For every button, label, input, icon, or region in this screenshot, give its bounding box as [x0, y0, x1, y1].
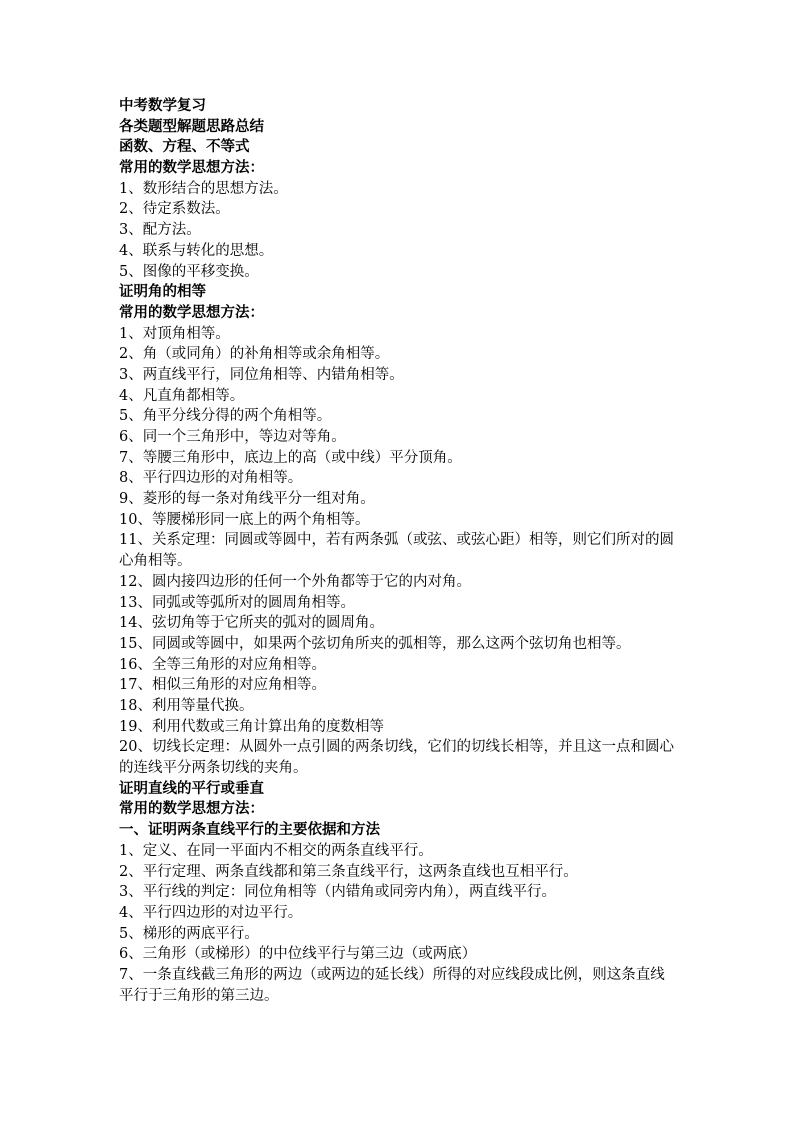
list-item: 18、利用等量代换。	[119, 697, 254, 714]
list-item: 4、联系与转化的思想。	[119, 242, 274, 259]
list-item: 2、平行定理、两条直线都和第三条直线平行，这两条直线也互相平行。	[119, 863, 578, 880]
list-item: 1、定义、在同一平面内不相交的两条直线平行。	[119, 842, 433, 859]
document-body	[119, 96, 679, 1006]
list-item: 2、待定系数法。	[119, 201, 230, 218]
list-item: 5、图像的平移变换。	[119, 263, 259, 280]
list-item: 14、弦切角等于它所夹的弧对的圆周角。	[119, 615, 384, 632]
list-item: 20、切线长定理：从圆外一点引圆的两条切线，它们的切线长相等，并且这一点和圆心的连线平分两条切线的夹角。	[119, 739, 674, 777]
list-item: 3、平行线的判定：同位角相等（内错角或同旁内角），两直线平行。	[119, 884, 556, 901]
list-item: 3、两直线平行，同位角相等、内错角相等。	[119, 366, 404, 383]
list-item: 15、同圆或等圆中，如果两个弦切角所夹的弧相等，那么这两个弦切角也相等。	[119, 635, 631, 652]
section-heading: 常用的数学思想方法：	[119, 800, 264, 818]
section-heading: 常用的数学思想方法：	[119, 303, 264, 321]
list-item: 8、平行四边形的对角相等。	[119, 470, 303, 487]
section-heading: 证明直线的平行或垂直	[119, 779, 264, 797]
section-heading: 证明角的相等	[119, 283, 206, 301]
section-heading: 中考数学复习	[119, 97, 206, 114]
list-item: 5、梯形的两底平行。	[119, 925, 259, 942]
list-item: 7、等腰三角形中，底边上的高（或中线）平分顶角。	[119, 449, 462, 466]
list-item: 6、三角形（或梯形）的中位线平行与第三边（或两底）	[119, 946, 477, 963]
section-heading: 常用的数学思想方法：	[119, 159, 264, 177]
list-item: 4、凡直角都相等。	[119, 387, 245, 404]
list-item: 16、全等三角形的对应角相等。	[119, 656, 326, 673]
section-heading: 一、证明两条直线平行的主要依据和方法	[119, 821, 380, 839]
section-heading: 函数、方程、不等式	[119, 138, 250, 156]
list-item: 5、角平分线分得的两个角相等。	[119, 408, 332, 425]
list-item: 17、相似三角形的对应角相等。	[119, 677, 326, 694]
section-heading: 各类题型解题思路总结	[119, 117, 264, 135]
list-item: 1、对顶角相等。	[119, 325, 230, 342]
list-item: 13、同弧或等弧所对的圆周角相等。	[119, 594, 355, 611]
list-item: 12、圆内接四边形的任何一个外角都等于它的内对角。	[119, 573, 471, 590]
list-item: 10、等腰梯形同一底上的两个角相等。	[119, 511, 370, 528]
list-item: 3、配方法。	[119, 222, 201, 239]
list-item: 19、利用代数或三角计算出角的度数相等	[119, 718, 384, 735]
list-item: 2、角（或同角）的补角相等或余角相等。	[119, 346, 390, 363]
list-item: 4、平行四边形的对边平行。	[119, 904, 303, 921]
list-item: 11、关系定理：同圆或等圆中，若有两条弧（或弦、或弦心距）相等，则它们所对的圆心角相等。	[119, 532, 674, 570]
list-item: 1、数形结合的思想方法。	[119, 180, 288, 197]
list-item: 7、一条直线截三角形的两边（或两边的延长线）所得的对应线段成比例，则这条直线平行于三角形的第三边。	[119, 966, 665, 1004]
list-item: 6、同一个三角形中，等边对等角。	[119, 429, 346, 445]
list-item: 9、菱形的每一条对角线平分一组对角。	[119, 491, 375, 508]
